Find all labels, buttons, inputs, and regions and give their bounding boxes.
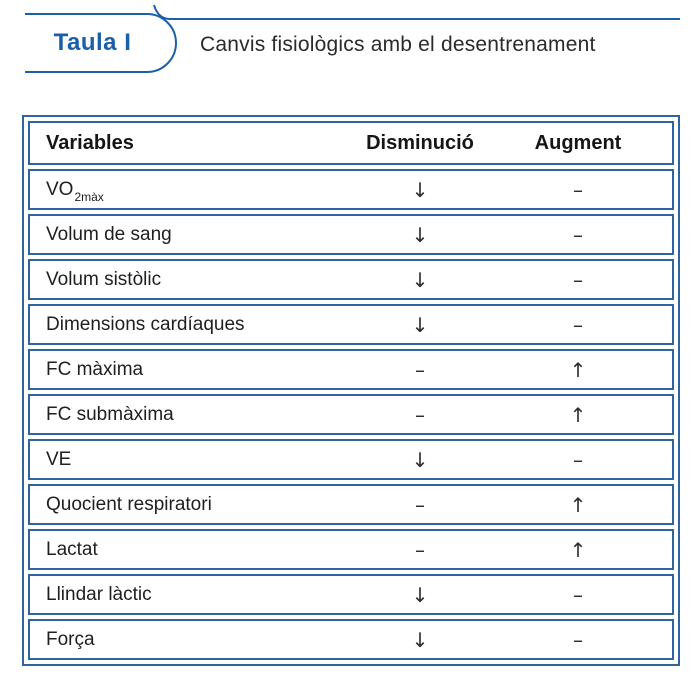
table-row — [28, 304, 674, 345]
variable-cell: Volum de sang — [46, 223, 172, 245]
table-row — [28, 439, 674, 480]
table-row — [28, 214, 674, 255]
decrease-cell: ↓ — [411, 267, 429, 292]
decrease-cell: – — [415, 402, 425, 427]
decrease-cell: ↓ — [411, 222, 429, 247]
increase-cell: – — [573, 582, 583, 607]
column-header-decrease: Disminució — [366, 131, 474, 154]
variable-cell: VE — [46, 448, 72, 470]
table-number-label: Taula I — [53, 29, 132, 56]
increase-cell: ↑ — [569, 357, 587, 382]
decrease-cell: ↓ — [411, 447, 429, 472]
decrease-cell: ↓ — [411, 627, 429, 652]
increase-cell: – — [573, 222, 583, 247]
variable-cell: Llindar làctic — [46, 583, 152, 605]
increase-cell: ↑ — [569, 402, 587, 427]
increase-cell: – — [573, 312, 583, 337]
decrease-cell: ↓ — [411, 177, 429, 202]
table-row — [28, 574, 674, 615]
table-row — [28, 394, 674, 435]
figure-header — [0, 0, 700, 115]
table-row — [28, 619, 674, 660]
increase-cell: – — [573, 627, 583, 652]
increase-cell: – — [573, 177, 583, 202]
increase-cell: – — [573, 267, 583, 292]
table-row — [28, 529, 674, 570]
data-table — [22, 115, 680, 666]
variable-cell: FC submàxima — [46, 403, 174, 425]
increase-cell: ↑ — [569, 537, 587, 562]
column-header-increase: Augment — [534, 131, 622, 154]
increase-cell: – — [573, 447, 583, 472]
variable-cell: Quocient respiratori — [46, 493, 212, 515]
variable-cell: Volum sistòlic — [46, 268, 162, 290]
table-header-row — [28, 121, 674, 165]
variable-cell: $VO_{2màx}$ — [30, 179, 356, 201]
figure-title: Canvis fisiològics amb el desentrenament — [200, 33, 596, 56]
decrease-cell: ↓ — [411, 312, 429, 337]
decrease-cell: – — [415, 357, 425, 382]
table-row — [28, 169, 674, 210]
variable-cell: Dimensions cardíaques — [46, 313, 245, 335]
increase-cell: ↑ — [569, 492, 587, 517]
variable-cell: FC màxima — [46, 358, 144, 380]
table-row — [28, 484, 674, 525]
column-header-variables: Variables — [46, 131, 134, 154]
variable-subscript: 2màx — [74, 190, 104, 201]
table-row — [28, 259, 674, 300]
variable-cell: Lactat — [46, 538, 98, 560]
variable-cell: Força — [46, 628, 95, 650]
table-row — [28, 349, 674, 390]
decrease-cell: ↓ — [411, 582, 429, 607]
decrease-cell: – — [415, 537, 425, 562]
decrease-cell: – — [415, 492, 425, 517]
